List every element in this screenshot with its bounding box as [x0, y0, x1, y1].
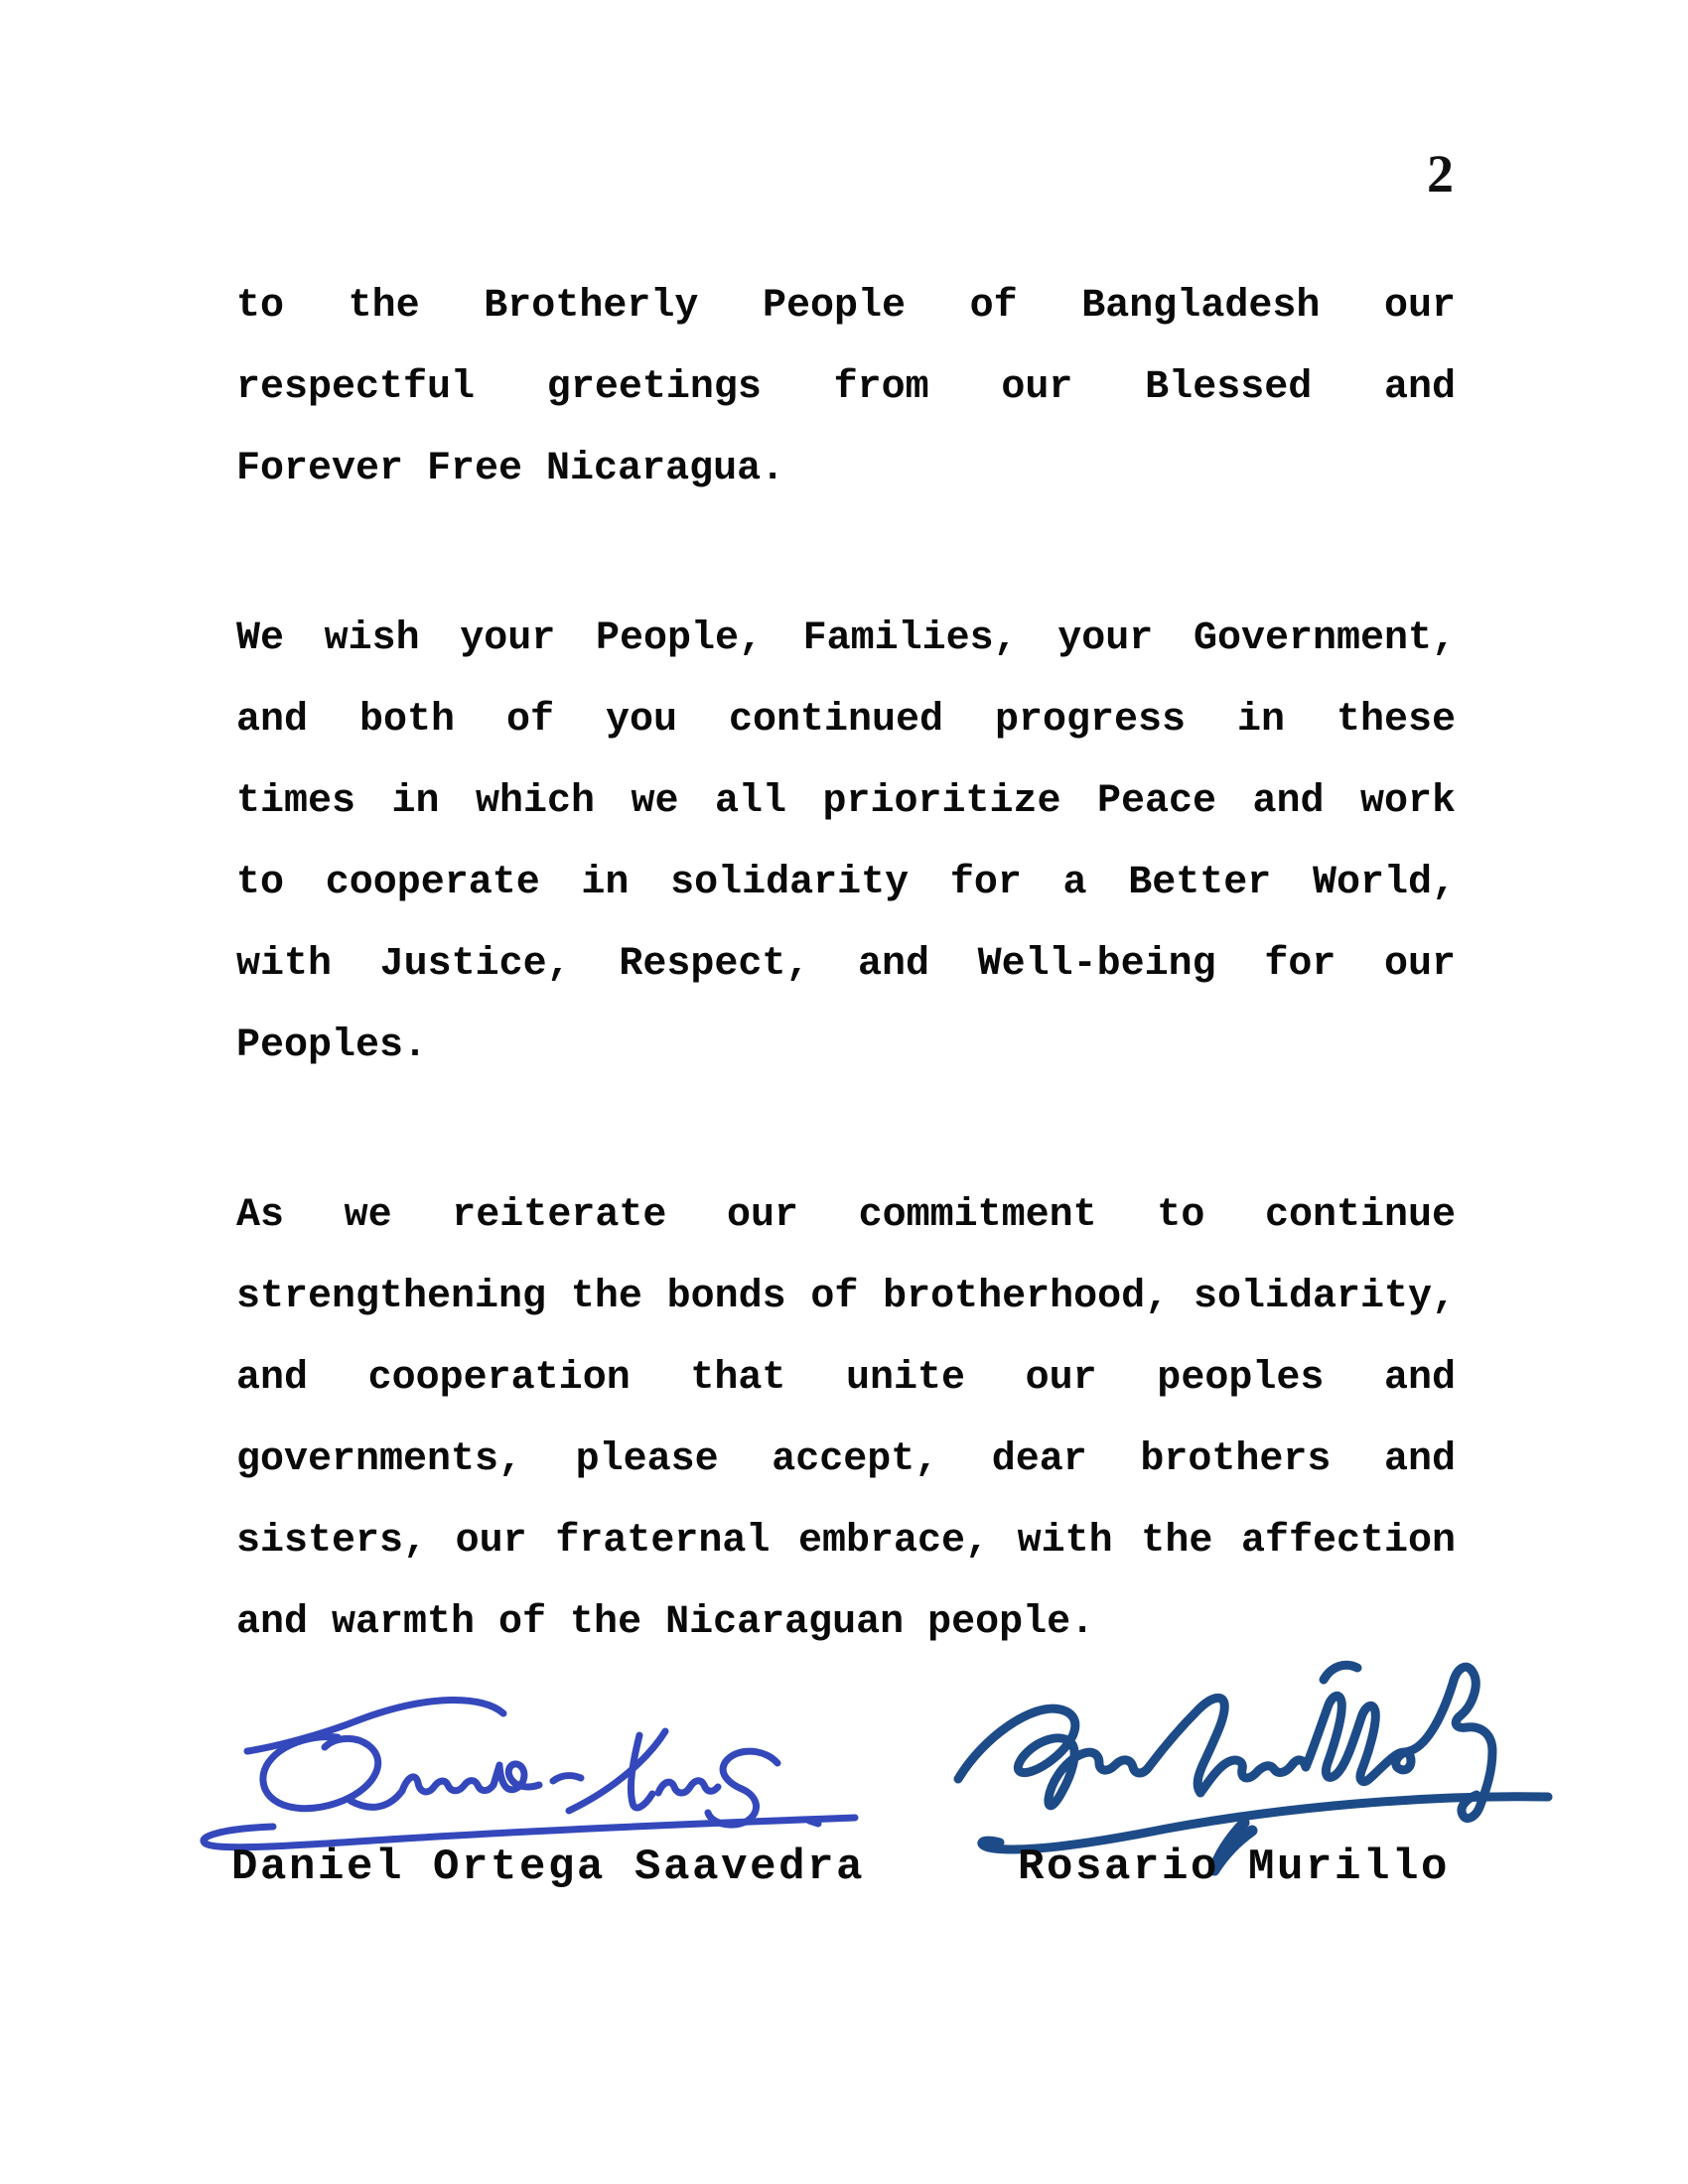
signature-daniel-ortega [164, 1676, 869, 1854]
signatory-name-daniel-ortega: Daniel Ortega Saavedra [231, 1843, 866, 1892]
letter-line: strengthening the bonds of brotherhood, solidarity, [236, 1275, 1456, 1319]
page-number: 2 [1427, 144, 1454, 204]
letter-body [236, 266, 1456, 1664]
letter-line: times in which we all prioritize Peace and work [236, 779, 1456, 824]
letter-line: Forever Free Nicaragua. [236, 447, 785, 491]
letter-line: Peoples. [236, 1024, 428, 1068]
letter-line: to the Brotherly People of Bangladesh our [236, 284, 1456, 329]
letter-line: and warmth of the Nicaraguan people. [236, 1600, 1095, 1645]
letter-line: sisters, our fraternal embrace, with the affection [236, 1519, 1456, 1564]
letter-line: We wish your People, Families, your Government, [236, 616, 1456, 661]
letter-line: and both of you continued progress in these [236, 698, 1456, 743]
letter-line: As we reiterate our commitment to continue [236, 1193, 1456, 1238]
paragraph-3 [236, 1175, 1456, 1664]
paragraph-1 [236, 266, 1456, 510]
signature-daniel-ortega-strokes [204, 1700, 855, 1846]
letter-line: to cooperate in solidarity for a Better World, [236, 861, 1456, 905]
letter-line: governments, please accept, dear brothers and [236, 1437, 1456, 1482]
letter-line: respectful greetings from our Blessed and [236, 365, 1456, 410]
signatory-name-rosario-murillo: Rosario Murillo [1018, 1843, 1451, 1892]
letter-line: with Justice, Respect, and Well-being for our [236, 942, 1456, 987]
letter-line: and cooperation that unite our peoples and [236, 1356, 1456, 1401]
paragraph-2 [236, 599, 1456, 1087]
signature-rosario-murillo-strokes [958, 1665, 1548, 1870]
